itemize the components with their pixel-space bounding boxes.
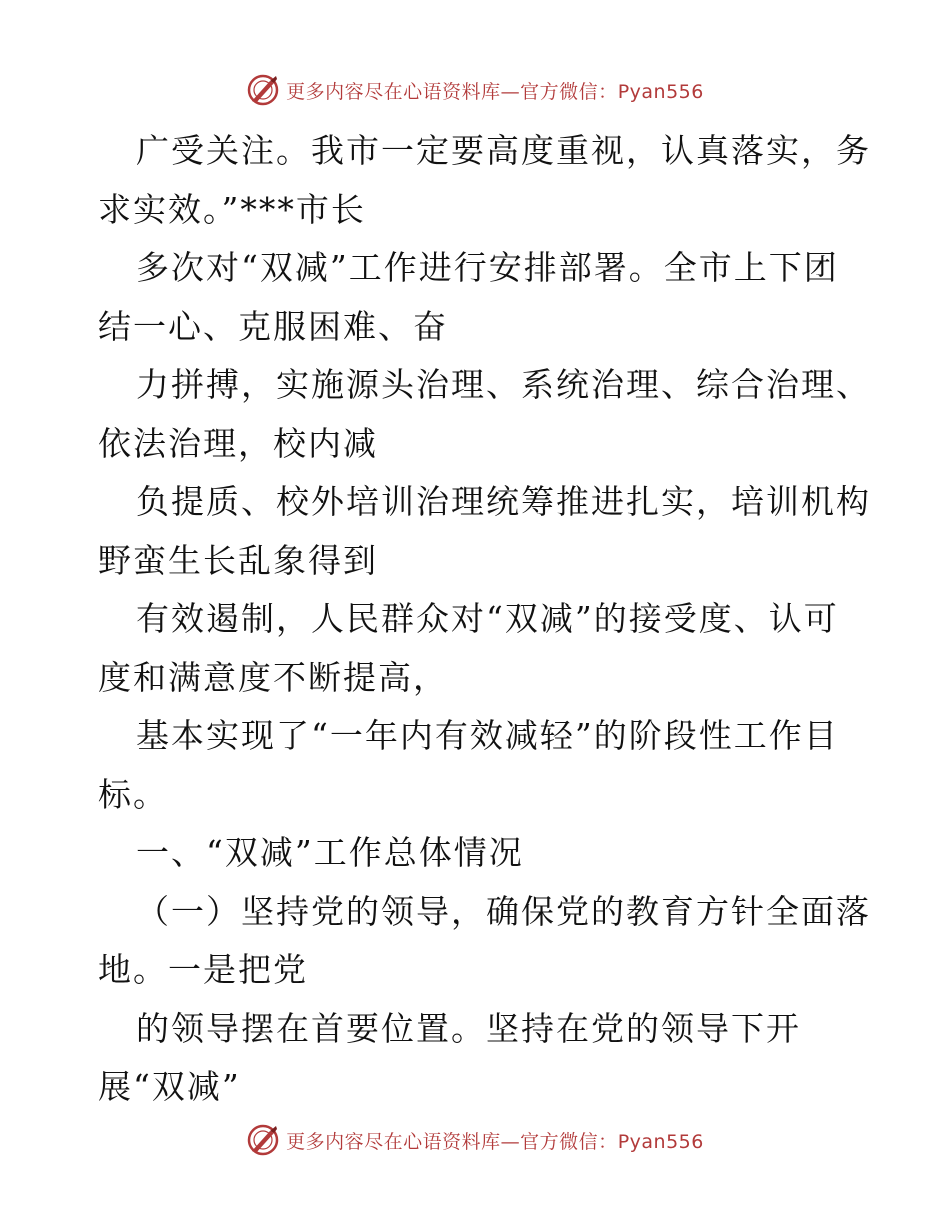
text-line: 的领导摆在首要位置。坚持在党的领导下开 xyxy=(136,1008,801,1048)
text-line: 地。一是把党 xyxy=(98,950,308,989)
text-line: 一、“双减”工作总体情况 xyxy=(136,833,524,872)
pen-logo-icon xyxy=(246,73,280,107)
text-line: 负提质、校外培训治理统筹推进扎实，培训机构 xyxy=(136,482,871,521)
text-line: （一）坚持党的领导，确保党的教育方针全面落 xyxy=(136,891,871,931)
text-line: 度和满意度不断提高， xyxy=(98,657,448,697)
text-line: 广受关注。我市一定要高度重视，认真落实，务 xyxy=(136,131,871,170)
text-line: 有效遏制，人民群众对“双减”的接受度、认可 xyxy=(136,599,839,638)
document-body xyxy=(98,122,871,1117)
text-line: 野蛮生长乱象得到 xyxy=(98,540,378,580)
text-line: 展“双减” xyxy=(98,1067,241,1106)
text-line: 多次对“双减”工作进行安排部署。全市上下团 xyxy=(136,248,839,287)
text-line: 结一心、克服困难、奋 xyxy=(98,306,448,346)
footer-banner xyxy=(0,1120,950,1160)
header-banner xyxy=(0,70,950,110)
text-line: 依法治理，校内减 xyxy=(98,423,378,463)
text-line: 基本实现了“一年内有效减轻”的阶段性工作目 xyxy=(136,716,839,755)
text-line: 力拼搏，实施源头治理、系统治理、综合治理、 xyxy=(136,365,871,404)
footer-banner-text: 更多内容尽在心语资料库—官方微信：Pyan556 xyxy=(286,1130,704,1153)
text-line: 标。 xyxy=(98,774,168,814)
header-banner-text: 更多内容尽在心语资料库—官方微信：Pyan556 xyxy=(286,80,704,103)
pen-logo-icon xyxy=(246,1123,280,1157)
text-line: 求实效。”***市长 xyxy=(98,189,366,229)
